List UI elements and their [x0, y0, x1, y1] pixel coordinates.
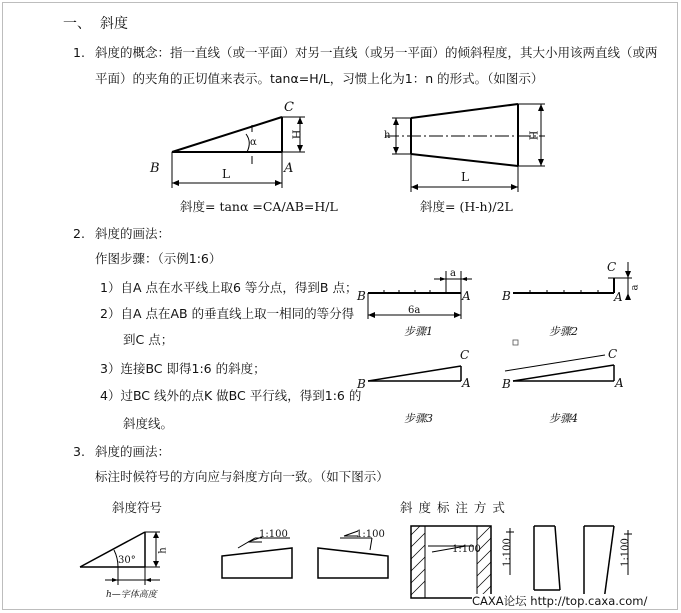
item3-number: 3.	[73, 444, 85, 459]
fig1-label-alpha: α	[250, 137, 257, 148]
step3-label-C: C	[460, 348, 470, 362]
item1-line1: 斜度的概念：指一直线（或一平面）对另一直线（或另一平面）的倾斜程度，其大小用该两直线（或两	[95, 45, 658, 60]
watermark: CAXA论坛 http://top.caxa.com/	[472, 594, 648, 608]
step1-caption: 步骤1	[404, 325, 433, 338]
step4-caption: 步骤4	[549, 412, 578, 425]
item1-line2: 平面）的夹角的正切值来表示。tanα=H/L，习惯上化为1：n 的形式。（如图示）	[95, 71, 544, 86]
item2-title: 斜度的画法：	[95, 226, 171, 241]
step3-label-A: A	[462, 376, 471, 390]
symbol-title: 斜度符号	[112, 500, 163, 515]
item2-number: 2.	[73, 226, 85, 241]
figure-1	[172, 117, 305, 188]
step2-label-B: B	[502, 289, 511, 303]
item2-sub: 作图步骤：（示例1:6）	[95, 251, 222, 266]
symbol-h-label: h	[157, 547, 169, 554]
ratio-label-4: 1:100	[501, 538, 513, 567]
step-text-4b: 斜度线。	[123, 416, 174, 431]
step4-figure	[505, 355, 614, 381]
annotation-example-3	[411, 526, 491, 598]
step2-label-A: A	[614, 290, 623, 304]
step4-label-B: B	[502, 377, 511, 391]
step4-label-A: A	[615, 376, 624, 390]
step1-label-6a: 6a	[408, 305, 421, 316]
step-text-4: 4）过BC 线外的点K 做BC 平行线，得到1:6 的	[100, 388, 362, 403]
step4-label-C: C	[608, 347, 618, 361]
fig1-label-A: A	[284, 161, 294, 176]
item3-title: 斜度的画法：	[95, 444, 171, 459]
item1-number: 1.	[73, 45, 85, 60]
ratio-label-3: 1:100	[452, 544, 481, 555]
step2-label-a: a	[629, 284, 641, 291]
fig1-label-H: H	[290, 129, 304, 140]
section-title: 斜度	[100, 16, 128, 32]
ratio-label-1: 1:100	[259, 529, 288, 540]
step2-label-C: C	[607, 260, 617, 274]
ratio-label-5: 1:100	[619, 538, 631, 567]
fig2-label-H: H	[527, 130, 541, 141]
fig2-label-L: L	[461, 170, 469, 184]
annotation-example-1	[222, 537, 292, 578]
step1-label-a: a	[450, 268, 456, 279]
step1-label-A: A	[462, 289, 471, 303]
fig1-label-L: L	[222, 167, 230, 181]
step3-caption: 步骤3	[404, 412, 433, 425]
step2-caption: 步骤2	[549, 325, 578, 338]
item3-sub: 标注时候符号的方向应与斜度方向一致。（如下图示）	[95, 469, 389, 484]
step-text-3: 3）连接BC 即得1:6 的斜度；	[100, 361, 266, 376]
step3-figure	[368, 366, 461, 381]
fig2-label-h: h	[384, 130, 391, 141]
fig1-caption: 斜度= tanα =CA/AB=H/L	[180, 199, 338, 214]
step3-label-B: B	[357, 377, 366, 391]
fig1-label-B: B	[150, 161, 160, 176]
fig1-label-C: C	[284, 100, 294, 115]
ratio-label-2: 1:100	[356, 529, 385, 540]
step-text-2: 2）自A 点在AB 的垂直线上取一相同的等分得	[100, 306, 355, 321]
marker-square	[513, 340, 518, 345]
angle-label: 30°	[118, 555, 136, 566]
step-text-2b: 到C 点；	[123, 332, 174, 347]
annotation-title: 斜 度 标 注 方 式	[400, 500, 506, 515]
symbol-caption: h—字体高度	[106, 590, 157, 600]
step1-label-B: B	[357, 289, 366, 303]
step-text-1: 1）自A 点在水平线上取6 等分点，得到B 点；	[100, 280, 358, 295]
section-number: 一、	[63, 16, 91, 32]
fig2-caption: 斜度= (H-h)/2L	[420, 199, 513, 214]
